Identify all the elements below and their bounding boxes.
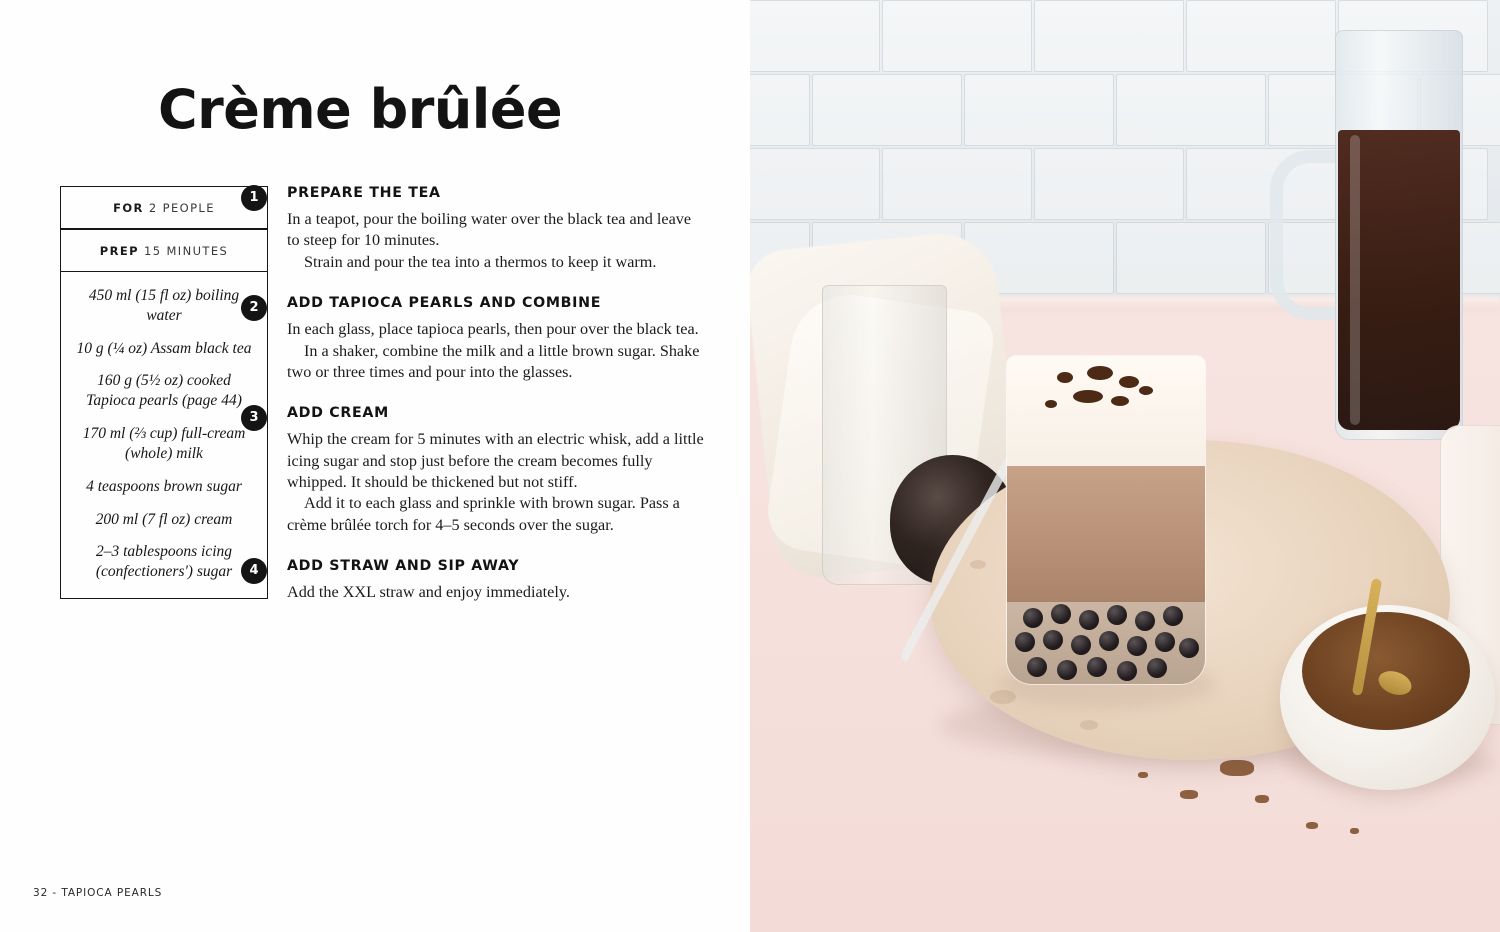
scattered-sugar [1350,828,1359,834]
caramel-crumb [1045,400,1057,408]
step-3 [249,405,707,536]
wall-tile [750,74,810,146]
wall-tile [882,0,1032,72]
tapioca-pearl [1147,658,1167,678]
tapioca-pearl [1117,661,1137,681]
step-4 [249,558,707,603]
tapioca-pearl [1163,606,1183,626]
step-body [287,319,707,383]
serves-row [61,187,267,228]
tapioca-pearl [1079,610,1099,630]
wall-tile [1116,74,1266,146]
step-body [287,429,707,536]
scattered-sugar [1180,790,1198,799]
step-title: ADD CREAM [287,405,389,422]
wall-tile [1034,0,1184,72]
scattered-sugar [1306,822,1318,829]
caramel-crumb [1119,376,1139,388]
tapioca-pearl [1087,657,1107,677]
step-title: ADD STRAW AND SIP AWAY [287,558,520,575]
step-paragraph: Whip the cream for 5 minutes with an electric whisk, add a little icing sugar and stop just before the cream becomes fully whipped. It should be thickened but not stiff. [287,430,704,491]
step-body [287,209,707,273]
step-title: PREPARE THE TEA [287,185,441,201]
step-list [249,182,707,626]
page-title: Crème brûlée [158,78,563,141]
serves-value: 2 PEOPLE [148,201,215,215]
tapioca-pearl [1127,636,1147,656]
list-item: 2–3 tablespoons icing (confectioners') sugar [95,543,233,581]
step-paragraph: In a shaker, combine the milk and a little brown sugar. Shake two or three times and pour into the glasses. [287,341,700,381]
step-paragraph: Add it to each glass and sprinkle with brown sugar. Pass a crème brûlée torch for 4–5 seconds over the sugar. [287,494,680,534]
step-number-badge: 4 [241,558,267,584]
scattered-sugar [1138,772,1148,778]
caramel-crumb [1073,390,1103,403]
step-body [287,582,707,603]
step-number-badge: 1 [241,185,267,211]
recipe-photo [750,0,1500,932]
tapioca-pearl [1023,608,1043,628]
pearl-layer [1007,602,1206,684]
step-paragraph: In a teapot, pour the boiling water over the black tea and leave to steep for 10 minutes. [287,210,692,250]
list-item: 4 teaspoons brown sugar [86,477,242,495]
tapioca-pearl [1057,660,1077,680]
prep-label: PREP [99,243,139,258]
pitcher-highlight [1350,135,1360,425]
step-paragraph: Strain and pour the tea into a thermos to keep it warm. [304,252,657,271]
tapioca-pearl [1015,632,1035,652]
tapioca-pearl [1135,611,1155,631]
scattered-sugar [1255,795,1269,803]
tapioca-pearl [1155,632,1175,652]
wall-tile [964,74,1114,146]
wall-tile [1116,222,1266,294]
step-2 [249,295,707,383]
step-title: ADD TAPIOCA PEARLS AND COMBINE [287,295,602,312]
wall-tile [812,74,962,146]
caramel-crumb [1057,372,1073,383]
serves-label: FOR [113,201,144,215]
prep-row [61,230,267,271]
tapioca-pearl [1099,631,1119,651]
step-number-badge: 3 [241,405,267,431]
list-item: 10 g (¼ oz) Assam black tea [76,339,252,357]
bubble-tea-glass [1006,355,1206,685]
scattered-sugar [1220,760,1254,776]
step-paragraph: In each glass, place tapioca pearls, then pour over the black tea. [287,320,699,339]
tapioca-pearl [1051,604,1071,624]
prep-value: 15 MINUTES [144,243,229,258]
tapioca-pearl [1071,635,1091,655]
wall-tile [882,148,1032,220]
caramel-crumb [1111,396,1129,406]
tapioca-pearl [1027,657,1047,677]
list-item: 170 ml (⅔ cup) full-cream (whole) milk [82,425,246,462]
tapioca-pearl [1179,638,1199,658]
tapioca-pearl [1043,630,1063,650]
list-item: 160 g (5½ oz) cooked Tapioca pearls (page 44) [86,372,242,410]
list-item: 450 ml (15 fl oz) boiling water [88,287,240,324]
caramel-crumb [1139,386,1153,395]
recipe-info-box [60,186,268,599]
page-folio: 32 - TAPIOCA PEARLS [33,887,163,899]
step-paragraph: Add the XXL straw and enjoy immediately. [287,583,570,602]
wall-tile [750,0,880,72]
ingredient-list [61,272,267,598]
wall-tile [1186,0,1336,72]
caramel-crumb [1087,366,1113,380]
wall-tile [1034,148,1184,220]
milk-tea-liquid [1007,466,1206,606]
tapioca-pearl [1107,605,1127,625]
board-speckle [1080,720,1098,730]
step-1 [249,185,707,273]
step-number-badge: 2 [241,295,267,321]
list-item: 200 ml (7 fl oz) cream [95,510,233,528]
wall-tile [750,148,880,220]
